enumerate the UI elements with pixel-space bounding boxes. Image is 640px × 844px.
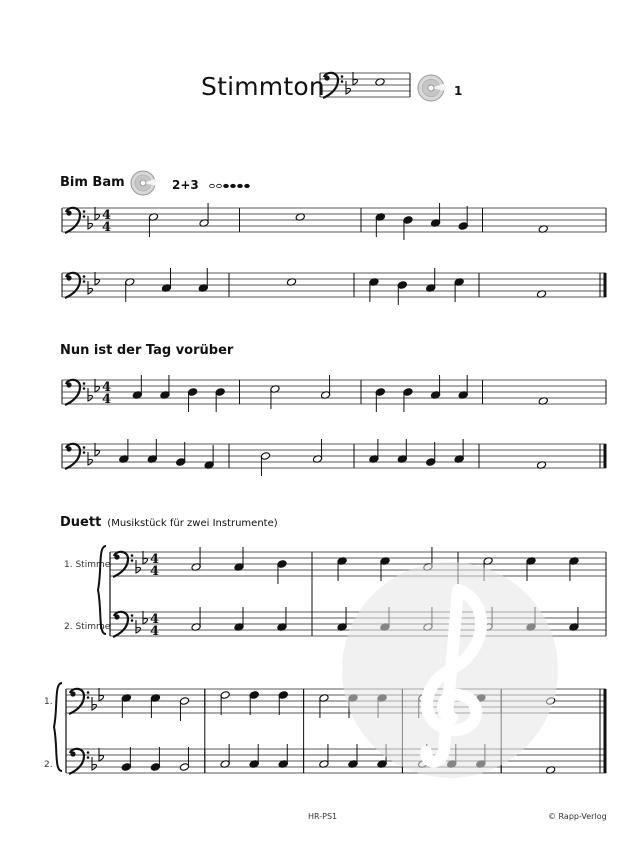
note-head-icon [210, 184, 215, 187]
tuning-note-staff [318, 69, 414, 103]
note [369, 439, 379, 463]
count-in-notes [208, 178, 252, 192]
svg-text:4: 4 [150, 564, 160, 579]
note [204, 445, 214, 469]
title-track-number: 1 [454, 84, 463, 98]
note [199, 203, 209, 227]
duett-subtitle: (Musikstück für zwei Instrumente) [107, 518, 278, 529]
time-signature [150, 612, 159, 639]
time-signature [102, 380, 111, 407]
watermark-logo [340, 560, 560, 780]
note [278, 691, 288, 715]
note [147, 439, 157, 463]
svg-text:4: 4 [102, 220, 112, 235]
piece-title-nun-ist-der-tag: Nun ist der Tag vorüber [60, 343, 234, 358]
note [454, 439, 464, 463]
note-head-icon [245, 184, 250, 187]
brace [98, 546, 106, 634]
note [215, 388, 225, 412]
note [430, 375, 440, 399]
note-head-icon [231, 184, 236, 187]
note [148, 213, 158, 237]
duett-title: Duett [60, 515, 102, 530]
note [397, 439, 407, 463]
staff-bim-bam-1 [60, 196, 610, 246]
note [569, 557, 579, 581]
note [220, 691, 230, 715]
staff-nun-ist-2 [60, 432, 610, 482]
note-head-icon [217, 184, 222, 187]
svg-text:4: 4 [102, 392, 112, 407]
svg-text:4: 4 [102, 208, 112, 223]
note [270, 385, 280, 409]
note [191, 607, 201, 631]
bass-clef-icon [69, 749, 89, 774]
note [150, 747, 160, 771]
note [277, 607, 287, 631]
footer-code: HR-PS1 [308, 812, 338, 821]
page-title: Stimmton [201, 72, 325, 101]
piece-title-bim-bam: Bim Bam [60, 175, 125, 190]
staff-bim-bam-2 [60, 261, 610, 311]
time-signature [150, 552, 159, 579]
note [319, 694, 329, 718]
note [150, 694, 160, 718]
note [430, 203, 440, 227]
note [161, 268, 171, 292]
voice-short-2: 2. [44, 760, 53, 770]
note [403, 216, 413, 240]
brace [54, 683, 62, 771]
note [458, 206, 468, 230]
note [125, 278, 135, 302]
voice-label-1: 1. Stimme [64, 560, 111, 570]
cd-icon [130, 170, 156, 196]
note [319, 744, 329, 768]
piece-title-duett [60, 515, 278, 530]
note [234, 607, 244, 631]
note-head-icon [238, 184, 243, 187]
bass-clef-icon [65, 380, 85, 405]
bass-clef-icon [113, 612, 133, 637]
note [121, 694, 131, 718]
note [320, 375, 330, 399]
voice-short-1: 1. [44, 697, 53, 707]
note [187, 388, 197, 412]
note [179, 697, 189, 721]
svg-text:4: 4 [102, 380, 112, 395]
note [119, 439, 129, 463]
note [278, 744, 288, 768]
note [260, 452, 270, 476]
note [220, 744, 230, 768]
note [369, 278, 379, 302]
cd-icon [417, 74, 445, 102]
note [249, 744, 259, 768]
note [121, 747, 131, 771]
note-head-icon [224, 184, 229, 187]
note [277, 560, 287, 584]
note [179, 747, 189, 771]
bass-clef-icon [65, 444, 85, 469]
note [160, 375, 170, 399]
bass-clef-icon [113, 552, 133, 577]
footer-copyright: © Rapp-Verlog [548, 812, 607, 821]
note [458, 375, 468, 399]
piece-tracks: 2+3 [172, 178, 199, 192]
note [375, 213, 385, 237]
note [234, 547, 244, 571]
bass-clef-icon [69, 689, 89, 714]
note [176, 442, 186, 466]
note [397, 281, 407, 305]
note [312, 439, 322, 463]
svg-text:4: 4 [150, 612, 160, 627]
note [454, 278, 464, 302]
svg-text:4: 4 [150, 624, 160, 639]
note [375, 388, 385, 412]
note [198, 268, 208, 292]
bass-clef-icon [323, 73, 343, 98]
time-signature [102, 208, 111, 235]
svg-text:4: 4 [150, 552, 160, 567]
note [191, 547, 201, 571]
note [132, 375, 142, 399]
bass-clef-icon [65, 273, 85, 298]
bass-clef-icon [65, 208, 85, 233]
voice-label-2: 2. Stimme [64, 622, 111, 632]
note [426, 442, 436, 466]
note [569, 607, 579, 631]
note [249, 691, 259, 715]
note [426, 268, 436, 292]
note [403, 388, 413, 412]
staff-nun-ist-1 [60, 368, 610, 418]
